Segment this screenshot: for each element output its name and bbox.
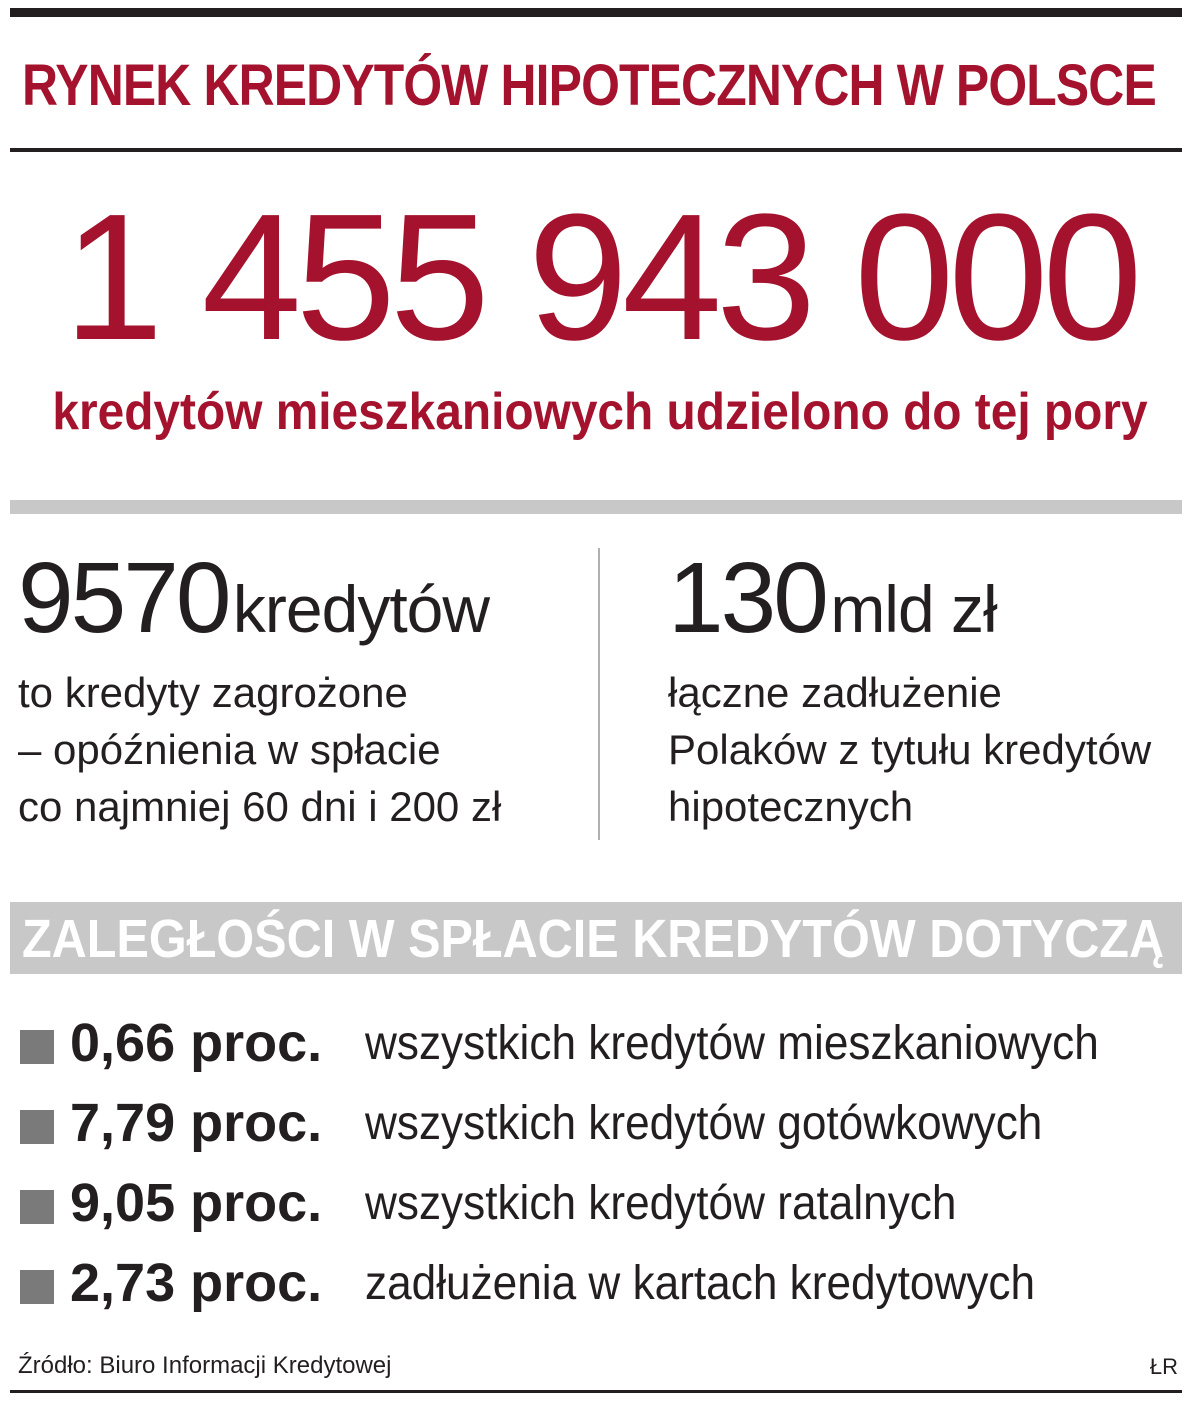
- stat-total-debt: [668, 542, 1152, 835]
- stat-threatened-loans: [18, 542, 502, 835]
- square-bullet-icon: [20, 1270, 54, 1304]
- stat-description-line: co najmniej 60 dni i 200 zł: [18, 783, 502, 830]
- list-item: [20, 1088, 1190, 1168]
- stat-unit: kredytów: [232, 572, 490, 646]
- page-title: RYNEK KREDYTÓW HIPOTECZNYCH W POLSCE: [22, 53, 1156, 118]
- stat-description: [668, 664, 1151, 835]
- list-item: [20, 1248, 1190, 1328]
- item-percent: 9,05 proc.: [70, 1173, 323, 1233]
- stat-description-line: Polaków z tytułu kredytów: [668, 726, 1152, 773]
- item-label: wszystkich kredytów ratalnych: [365, 1177, 957, 1230]
- item-percent: 2,73 proc.: [70, 1253, 323, 1313]
- item-percent: 7,79 proc.: [70, 1093, 323, 1153]
- square-bullet-icon: [20, 1030, 54, 1064]
- stat-description-line: – opóźnienia w spłacie: [18, 726, 441, 773]
- vertical-divider: [598, 548, 600, 840]
- stat-head: [18, 542, 501, 654]
- list-item: [20, 1008, 1190, 1088]
- item-label: wszystkich kredytów gotówkowych: [365, 1097, 1043, 1150]
- arrears-list: [20, 1008, 1190, 1328]
- source-note: Źródło: Biuro Informacji Kredytowej: [18, 1352, 392, 1379]
- stat-description-line: hipotecznych: [668, 783, 914, 830]
- stat-value: 130: [668, 542, 826, 654]
- stat-head: [668, 542, 1151, 654]
- title-rule: [10, 148, 1182, 152]
- gray-separator: [10, 500, 1182, 514]
- stat-description-line: to kredyty zagrożone: [18, 669, 408, 716]
- headline-value: 1 455 943 000: [63, 177, 1137, 378]
- bottom-rule: [10, 1390, 1182, 1393]
- square-bullet-icon: [20, 1110, 54, 1144]
- item-percent: 0,66 proc.: [70, 1013, 323, 1073]
- stat-description: [18, 664, 501, 835]
- item-label: zadłużenia w kartach kredytowych: [365, 1257, 1036, 1310]
- stat-unit: mld zł: [830, 572, 997, 646]
- headline-caption: kredytów mieszkaniowych udzielono do tej pory: [52, 383, 1148, 441]
- stat-description-line: łączne zadłużenie: [668, 669, 1002, 716]
- list-item: [20, 1168, 1190, 1248]
- top-rule: [10, 8, 1182, 17]
- item-label: wszystkich kredytów mieszkaniowych: [365, 1017, 1099, 1070]
- square-bullet-icon: [20, 1190, 54, 1224]
- section-header: [10, 902, 1182, 974]
- stat-value: 9570: [18, 542, 229, 654]
- section-title: ZALEGŁOŚCI W SPŁACIE KREDYTÓW DOTYCZĄ: [22, 909, 1165, 969]
- author-initials: ŁR: [1149, 1354, 1178, 1379]
